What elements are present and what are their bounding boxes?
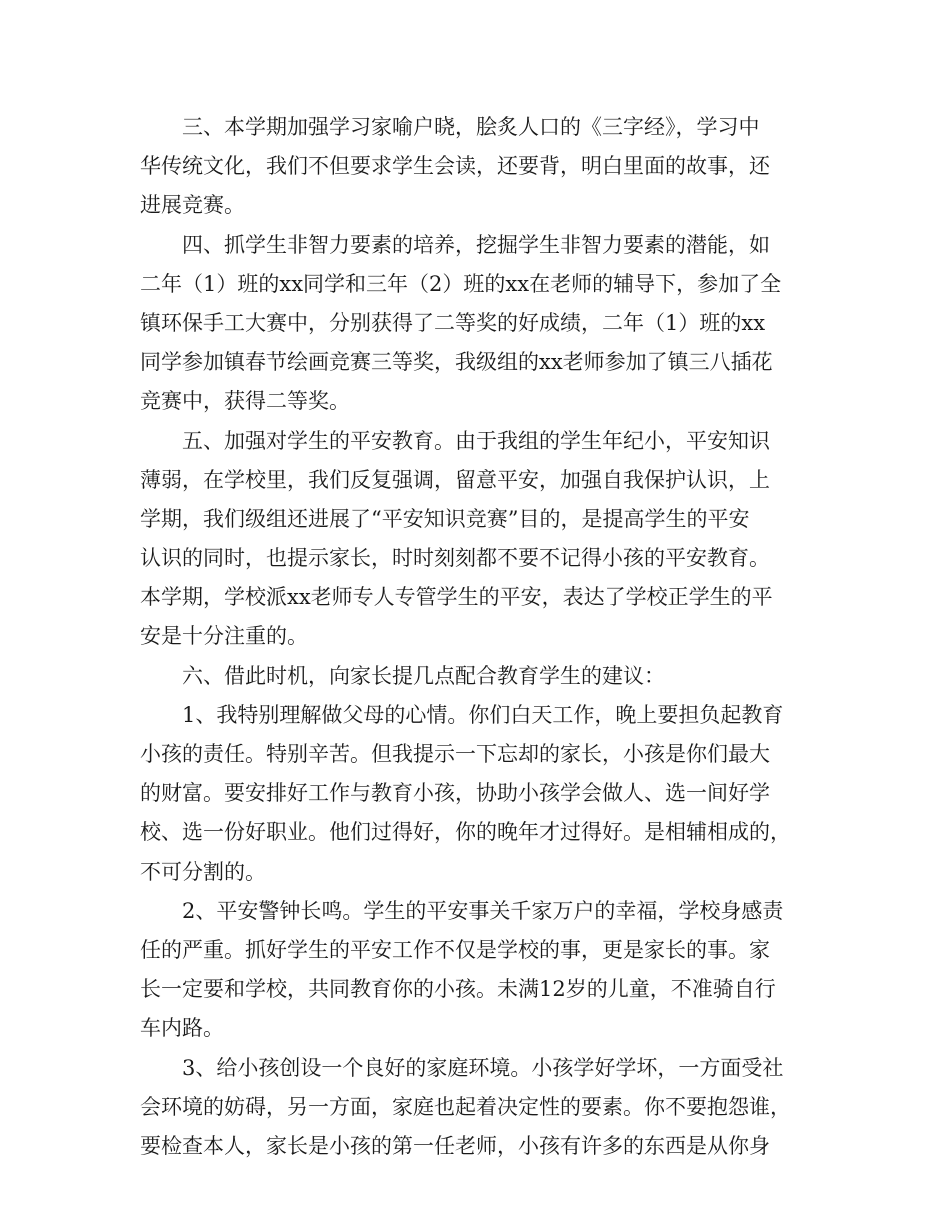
- text-line: 三、本学期加强学习家喻户晓，脍炙人口的《三字经》，学习中: [182, 115, 760, 139]
- text-line: 四、抓学生非智力要素的培养，挖掘学生非智力要素的潜能，如: [182, 232, 770, 257]
- text-line: 二年（1）班的xx同学和三年（2）班的xx在老师的辅导下，参加了全: [140, 271, 782, 296]
- paragraph-3-san: [140, 108, 812, 226]
- text-line: 校、选一份好职业。他们过得好，你的晚年才过得好。是相辅相成的，: [140, 820, 791, 845]
- text-line: 华传统文化，我们不但要求学生会读，还要背，明白里面的故事，还: [140, 154, 770, 179]
- text-line: 不可分割的。: [140, 859, 266, 884]
- text-line: 认识的同时，也提示家长，时时刻刻都不要不记得小孩的平安教育。: [140, 546, 770, 571]
- paragraph-suggestion-3: [140, 1049, 812, 1167]
- document-body: [140, 108, 812, 1166]
- text-line: 六、借此时机，向家长提几点配合教育学生的建议：: [182, 663, 665, 688]
- text-line: 本学期，学校派xx老师专人专管学生的平安，表达了学校正学生的平: [140, 585, 773, 610]
- text-line: 薄弱，在学校里，我们反复强调，留意平安，加强自我保护认识，上: [140, 467, 770, 492]
- paragraph-suggestion-1: [140, 696, 812, 892]
- text-line: 同学参加镇春节绘画竞赛三等奖，我级组的xx老师参加了镇三八插花: [140, 350, 773, 375]
- text-line: 的财富。要安排好工作与教育小孩，协助小孩学会做人、选一间好学: [140, 781, 770, 806]
- paragraph-6-liu: [140, 657, 812, 696]
- paragraph-5-wu: [140, 422, 812, 657]
- text-line: 五、加强对学生的平安教育。由于我组的学生年纪小，平安知识: [182, 428, 770, 453]
- text-line: 学期，我们级组还进展了“平安知识竞赛”目的，是提高学生的平安: [140, 506, 750, 531]
- text-line: 3、给小孩创设一个良好的家庭环境。小孩学好学坏，一方面受社: [182, 1055, 784, 1080]
- paragraph-suggestion-2: [140, 892, 812, 1049]
- text-line: 进展竞赛。: [140, 193, 245, 218]
- text-line: 长一定要和学校，共同教育你的小孩。未满12岁的儿童，不准骑自行: [140, 977, 776, 1002]
- text-line: 2、平安警钟长鸣。学生的平安事关千家万户的幸福，学校身感责: [182, 898, 784, 923]
- text-line: 要检查本人，家长是小孩的第一任老师，小孩有许多的东西是从你身: [140, 1133, 770, 1158]
- text-line: 任的严重。抓好学生的平安工作不仅是学校的事，更是家长的事。家: [140, 937, 770, 962]
- text-line: 1、我特别理解做父母的心情。你们白天工作，晚上要担负起教育: [182, 702, 784, 727]
- text-line: 会环境的妨碍，另一方面，家庭也起着决定性的要素。你不要抱怨谁，: [140, 1094, 791, 1119]
- text-line: 车内路。: [140, 1016, 224, 1041]
- text-line: 安是十分注重的。: [140, 624, 308, 649]
- text-line: 镇环保手工大赛中，分别获得了二等奖的好成绩，二年（1）班的xx: [140, 310, 766, 335]
- paragraph-4-si: [140, 226, 812, 422]
- text-line: 竞赛中，获得二等奖。: [140, 389, 350, 414]
- text-line: 小孩的责任。特别辛苦。但我提示一下忘却的家长，小孩是你们最大: [140, 742, 770, 766]
